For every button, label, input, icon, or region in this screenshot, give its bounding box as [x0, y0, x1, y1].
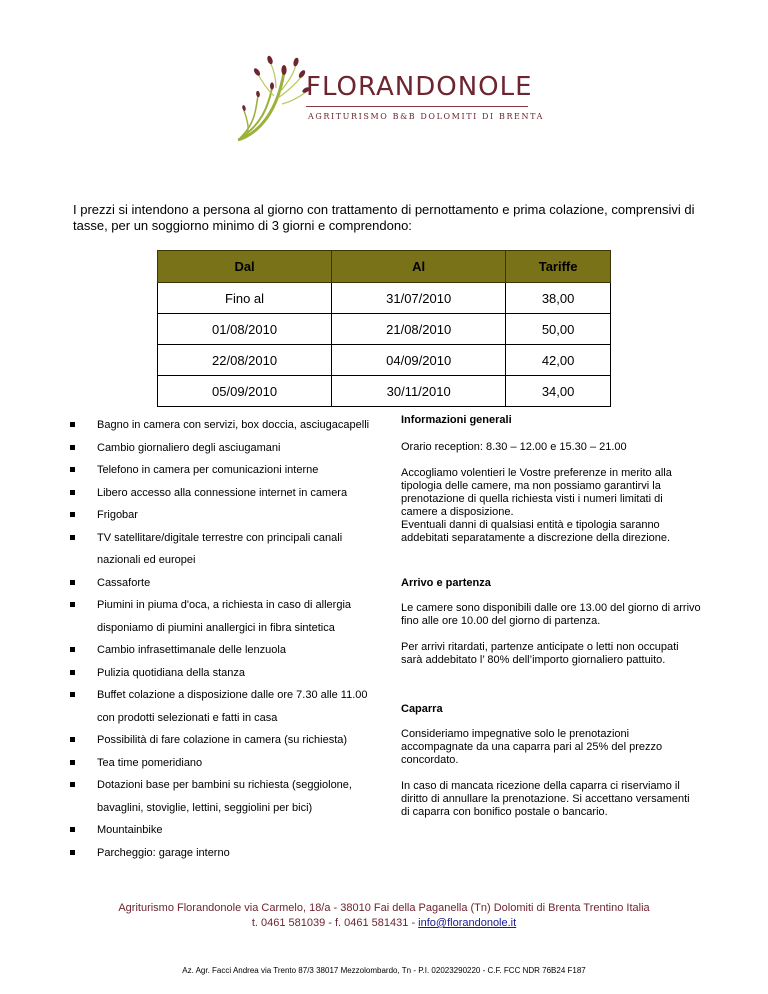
footer-phone-line: [0, 916, 768, 931]
square-bullet-icon: [70, 850, 75, 855]
footer-contacts: [0, 901, 768, 931]
info-column: [401, 414, 701, 819]
arrival-heading: Arrivo e partenza: [401, 577, 491, 589]
list-item: [70, 527, 370, 572]
cell-to: 31/07/2010: [332, 283, 506, 314]
footer-address: Agriturismo Florandonole via Carmelo, 18/a - 38010 Fai della Paganella (Tn) Dolomiti di Brenta Trentino Italia: [118, 902, 650, 914]
header-al: Al: [332, 251, 506, 283]
amenity-text: TV satellitare/digitale terrestre con principali canali nazionali ed europei: [97, 531, 343, 566]
amenity-text: Pulizia quotidiana della stanza: [97, 666, 245, 679]
footer-phone: t. 0461 581039 - f. 0461 581431 -: [251, 917, 419, 929]
list-item: [70, 572, 370, 595]
square-bullet-icon: [70, 602, 75, 607]
list-item: [70, 662, 370, 685]
list-item: [70, 437, 370, 460]
square-bullet-icon: [70, 647, 75, 652]
amenity-text: Mountainbike: [97, 824, 163, 836]
list-item: [70, 594, 370, 639]
list-item: [70, 752, 370, 775]
square-bullet-icon: [70, 422, 75, 427]
amenity-text: Cambio giornaliero degli asciugamani: [97, 441, 281, 454]
amenity-text: Piumini in piuma d'oca, a richiesta in caso di allergia disponiamo di piumini anallergici in fibra sintetica: [97, 599, 352, 634]
cell-rate: 34,00: [506, 376, 611, 407]
list-item: [70, 774, 370, 819]
rates-table: [157, 250, 611, 407]
square-bullet-icon: [70, 782, 75, 787]
cell-rate: 38,00: [506, 283, 611, 314]
square-bullet-icon: [70, 737, 75, 742]
square-bullet-icon: [70, 692, 75, 697]
header-dal: Dal: [158, 251, 332, 283]
square-bullet-icon: [70, 760, 75, 765]
rates-header-row: [158, 251, 611, 283]
square-bullet-icon: [70, 467, 75, 472]
amenity-text: Cambio infrasettimanale delle lenzuola: [97, 644, 286, 656]
reception-hours: Orario reception: 8.30 – 12.00 e 15.30 – 21.00: [401, 441, 627, 453]
amenity-text: Buffet colazione a disposizione dalle ore 7.30 alle 11.00 con prodotti selezionati e fatti in casa: [97, 689, 368, 724]
table-row: [158, 345, 611, 376]
cell-to: 04/09/2010: [332, 345, 506, 376]
amenity-text: Telefono in camera per comunicazioni interne: [97, 464, 319, 476]
logo-subtitle: AGRITURISMO B&B DOLOMITI DI BRENTA: [308, 112, 544, 121]
late-arrival-text: Per arrivi ritardati, partenze anticipate o letti non occupati sarà addebitato l’ 80% dell’importo giornaliero pattuito.: [401, 641, 679, 666]
square-bullet-icon: [70, 535, 75, 540]
square-bullet-icon: [70, 580, 75, 585]
cell-from: 01/08/2010: [158, 314, 332, 345]
cell-to: 30/11/2010: [332, 376, 506, 407]
table-row: [158, 283, 611, 314]
amenities-list: [70, 414, 370, 864]
list-item: [70, 729, 370, 752]
logo-title: FLORANDONOLE: [306, 72, 533, 102]
amenity-text: Libero accesso alla connessione internet in camera: [97, 486, 348, 499]
footer-legal: Az. Agr. Facci Andrea via Trento 87/3 38017 Mezzolombardo, Tn - P.I. 02023290220 - C.F. FCC NDR 76B24 F187: [182, 966, 586, 975]
intro-text: I prezzi si intendono a persona al giorno con trattamento di pernottamento e prima colazione, comprensivi di tasse, per un soggiorno minimo di 3 giorni e comprendono:: [73, 202, 695, 233]
table-row: [158, 376, 611, 407]
square-bullet-icon: [70, 512, 75, 517]
cell-from: 05/09/2010: [158, 376, 332, 407]
header-tariffe: Tariffe: [506, 251, 611, 283]
deposit-cancel-text: In caso di mancata ricezione della caparra ci riserviamo il diritto di annullare la prenotazione. Si accettano versamenti di caparra con bonifico postale o bancario.: [401, 780, 690, 818]
amenity-text: Frigobar: [97, 509, 138, 521]
list-item: [70, 842, 370, 865]
amenity-text: Tea time pomeridiano: [97, 756, 203, 769]
deposit-heading: Caparra: [401, 703, 443, 715]
amenity-text: Parcheggio: garage interno: [97, 846, 230, 859]
cell-from: 22/08/2010: [158, 345, 332, 376]
damages-text: Eventuali danni di qualsiasi entità e tipologia saranno addebitati separatamente a discrezione della direzione.: [401, 519, 671, 544]
square-bullet-icon: [70, 490, 75, 495]
amenity-text: Bagno in camera con servizi, box doccia, asciugacapelli: [97, 419, 370, 431]
list-item: [70, 639, 370, 662]
square-bullet-icon: [70, 827, 75, 832]
list-item: [70, 482, 370, 505]
cell-to: 21/08/2010: [332, 314, 506, 345]
list-item: [70, 414, 370, 437]
list-item: [70, 459, 370, 482]
amenity-text: Cassaforte: [97, 576, 151, 589]
list-item: [70, 819, 370, 842]
square-bullet-icon: [70, 445, 75, 450]
deposit-text: Consideriamo impegnative solo le prenotazioni accompagnate da una caparra pari al 25% del prezzo concordato.: [401, 728, 663, 766]
square-bullet-icon: [70, 670, 75, 675]
amenity-text: Possibilità di fare colazione in camera (su richiesta): [97, 734, 348, 746]
amenity-text: Dotazioni base per bambini su richiesta (seggiolone, bavaglini, stoviglie, lettini, seggiolini per bici): [97, 779, 352, 814]
general-info-heading: Informazioni generali: [401, 414, 512, 426]
list-item: [70, 504, 370, 527]
preferences-text: Accogliamo volentieri le Vostre preferenze in merito alla tipologia delle camere, ma non possiamo garantirvi la prenotazione di quella richiesta visti i numeri limitati di camere a disposizione.: [401, 467, 672, 518]
cell-rate: 42,00: [506, 345, 611, 376]
cell-from: Fino al: [158, 283, 332, 314]
logo-divider: [306, 106, 528, 107]
list-item: [70, 684, 370, 729]
dandelion-logo-icon: [232, 52, 310, 144]
arrival-text: Le camere sono disponibili dalle ore 13.00 del giorno di arrivo fino alle ore 10.00 del giorno di partenza.: [401, 602, 701, 627]
florandonole-logo: [232, 52, 542, 144]
table-row: [158, 314, 611, 345]
cell-rate: 50,00: [506, 314, 611, 345]
email-link[interactable]: info@florandonole.it: [418, 917, 517, 929]
